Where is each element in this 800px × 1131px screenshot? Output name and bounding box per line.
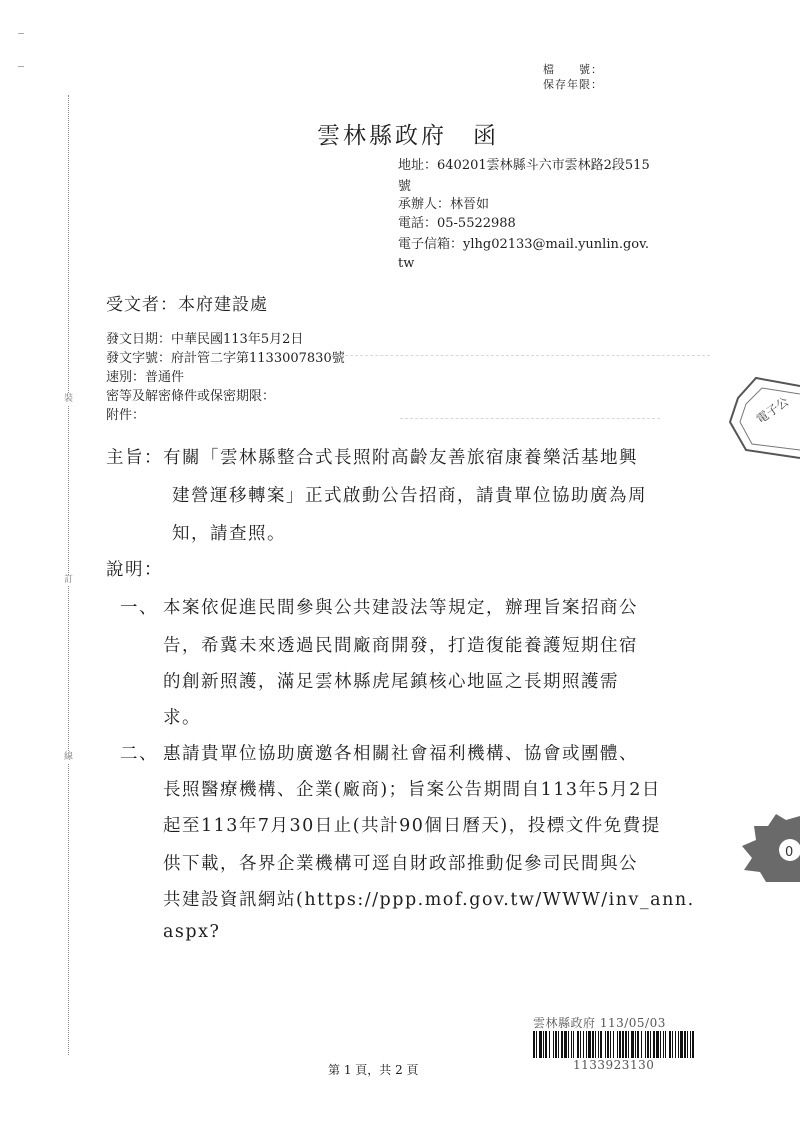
item-number: 二、 [120,744,158,764]
sender-address-line2: 號 [398,179,412,194]
barcode-number: 1133923130 [573,1058,655,1072]
document-title: 雲林縣政府 函 [317,123,499,149]
binding-mark-ding: 訂 [64,575,74,585]
sender-email-line2: tw [398,256,415,271]
subject-line2: 建營運移轉案」正式啟動公告招商，請貴單位協助廣為周 [172,486,647,506]
sender-phone: 電話：05-5522988 [398,216,516,231]
binding-mark-zhuang: 裝 [64,394,74,404]
retention-period-label: 保存年限： [543,78,603,91]
explanation-label: 說明： [106,560,163,580]
item-line: 供下載，各界企業機構可逕自財政部推動促參司民間與公 [163,854,638,874]
item-line: 共建設資訊網站(https://ppp.mof.gov.tw/WWW/inv_ann. [163,890,695,910]
sender-handler: 承辦人：林晉如 [398,197,490,212]
subject-line3: 知，請查照。 [172,524,286,544]
item-line: 告，希冀未來透過民間廠商開發，打造復能養護短期住宿 [163,636,638,656]
subject-line1: 主旨：有關「雲林縣整合式長照附高齡友善旅宿康養樂活基地興 [106,448,638,468]
security-level: 密等及解密條件或保密期限： [106,389,276,404]
document-number: 發文字號：府計管二字第1133007830號 [106,351,345,366]
item-line: 惠請貴單位協助廣邀各相關社會福利機構、協會或團體、 [163,744,638,764]
barcode [533,1031,701,1058]
receipt-stamp: 雲林縣政府 113/05/03 [533,1016,666,1030]
item-line: 長照醫療機構、企業(廠商)；旨案公告期間自113年5月2日 [163,780,661,800]
corner-mark [18,33,24,34]
item-number: 一、 [120,598,158,618]
item-line: 求。 [163,708,201,728]
sender-address-line1: 地址：640201雲林縣斗六市雲林路2段515 [398,158,650,173]
delivery-speed: 速別：普通件 [106,370,185,385]
file-number-label: 檔 號： [543,63,603,76]
binding-mark-xian: 線 [64,752,74,762]
recipient: 受文者：本府建設處 [106,295,268,315]
issue-date: 發文日期：中華民國113年5月2日 [106,332,304,347]
item-line: 本案依促進民間參與公共建設法等規定，辦理旨案招商公 [163,598,638,618]
item-line: 的創新照護，滿足雲林縣虎尾鎮核心地區之長期照護需 [163,672,619,692]
edge-seal-text: 0 [785,845,794,860]
item-line: 起至113年7月30日止(共計90個日曆天)，投標文件免費提 [163,816,661,836]
item-line: aspx? [163,922,221,942]
electronic-seal-stamp [716,372,800,464]
edge-seal-stamp [730,812,800,882]
seal-text: 電子公 [753,394,792,427]
page-number: 第 1 頁，共 2 頁 [328,1063,419,1077]
sender-email-line1: 電子信箱：ylhg02133@mail.yunlin.gov. [398,237,650,252]
attachment: 附件： [106,408,146,423]
corner-mark [18,66,24,67]
